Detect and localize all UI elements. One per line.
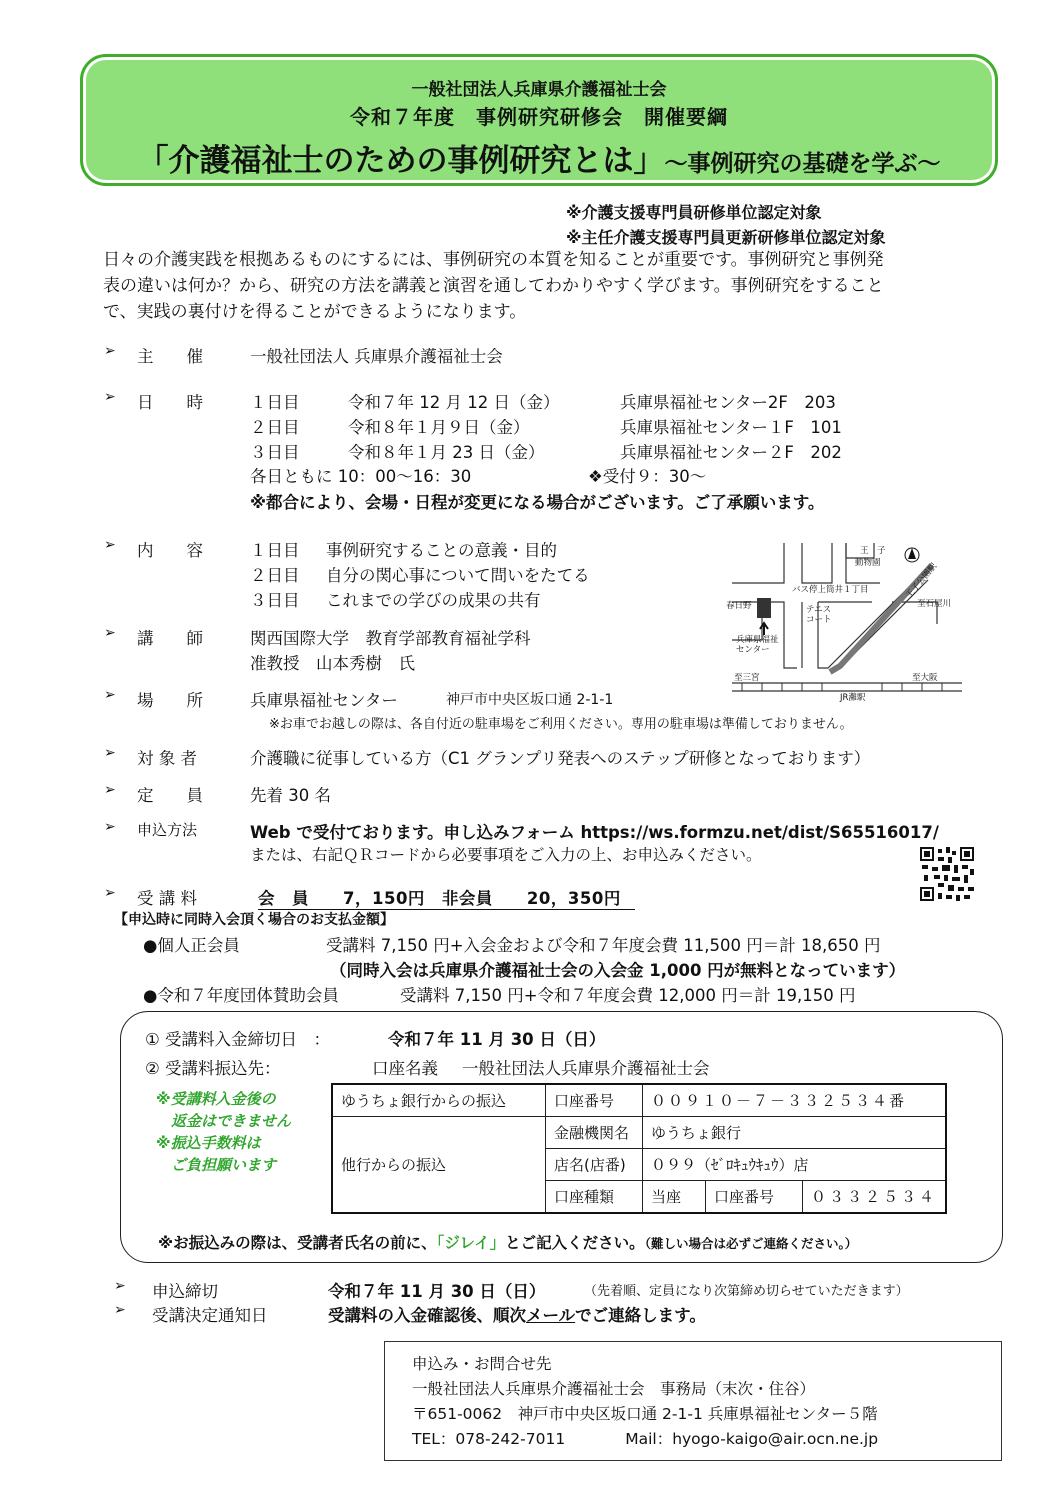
header-org: 一般社団法人兵庫県介護福祉士会 bbox=[411, 80, 667, 100]
intro-line-1: 日々の介護実践を根拠あるものにするには、事例研究の本質を知ることが重要です。事例研究と事例発 bbox=[103, 250, 884, 270]
lecturer-row bbox=[0, 625, 720, 651]
schedule-notice: ※都合により、会場・日程が変更になる場合がございます。ご了承願います。 bbox=[250, 493, 825, 512]
capacity-row bbox=[0, 782, 720, 808]
venue-note: ※お車でお越しの際は、各自付近の駐車場をご利用ください。専用の駐車場は準備しておりません。 bbox=[269, 717, 853, 732]
bullet-icon: ➢ bbox=[114, 1302, 126, 1318]
intro-line-3: で、実践の裏付けを得ることができるようになります。 bbox=[103, 302, 527, 322]
content-row-2 bbox=[0, 562, 720, 588]
contact-address: 〒651-0062 神戸市中央区坂口通 2-1-1 兵庫県福祉センター５階 bbox=[412, 1405, 878, 1423]
map-osaka: 至大阪 bbox=[912, 673, 938, 683]
type-label: 口座種類 bbox=[546, 1181, 643, 1214]
decision-pre: 受講料の入金確認後、順次 bbox=[328, 1306, 526, 1325]
payment-account-name: 一般社団法人兵庫県介護福祉士会 bbox=[462, 1059, 710, 1078]
schedule-date: 令和８年１月 23 日（金） bbox=[348, 443, 545, 462]
host-row bbox=[0, 343, 1058, 367]
schedule-place: 兵庫県福祉センター２F 202 bbox=[620, 443, 842, 462]
decision-mail: メール bbox=[526, 1306, 576, 1325]
target-value: 介護職に従事している方（C1 グランプリ発表へのステップ研修となっております） bbox=[250, 749, 871, 768]
branch-label: 店名(店番) bbox=[546, 1149, 643, 1181]
fee-row bbox=[0, 885, 720, 911]
fee-group-value: 受講料 7,150 円+令和７年度会費 12,000 円＝計 19,150 円 bbox=[400, 986, 856, 1005]
map-oji: 王 子 bbox=[860, 546, 886, 556]
map-river: 至石屋川 bbox=[917, 599, 952, 609]
header-title-tilde: ～事例研究の基礎を学ぶ～ bbox=[664, 151, 941, 177]
venue-map bbox=[722, 540, 972, 705]
map-jr: JR灘駅 bbox=[840, 693, 866, 703]
bank-table bbox=[331, 1083, 947, 1214]
decision-post: でご連絡します。 bbox=[575, 1306, 706, 1325]
capacity-label: 定 員 bbox=[137, 786, 203, 805]
acct-no-label: 口座番号 bbox=[546, 1084, 643, 1117]
header-title bbox=[83, 135, 995, 180]
bullet-icon: ➢ bbox=[104, 745, 116, 761]
venue-label: 場 所 bbox=[137, 691, 203, 710]
bullet-icon: ➢ bbox=[104, 343, 116, 359]
bank-label: 金融機関名 bbox=[546, 1117, 643, 1149]
map-center-2: センター bbox=[736, 645, 770, 655]
content-row-1 bbox=[0, 537, 720, 563]
decision-label: 受講決定通知日 bbox=[152, 1306, 268, 1325]
schedule-time-row bbox=[0, 463, 1058, 489]
content-text: 自分の関心事について問いをたてる bbox=[326, 566, 590, 585]
type-value: 当座 bbox=[643, 1181, 706, 1214]
fee-group-row bbox=[0, 982, 1058, 1008]
target-label: 対 象 者 bbox=[137, 749, 197, 768]
fee-individual-note: （同時入会は兵庫県介護福祉士会の入会金 1,000 円が無料となっています） bbox=[330, 961, 906, 980]
fee-group-label: ●令和７年度団体賛助会員 bbox=[143, 986, 339, 1005]
cert-note-2: ※主任介護支援専門員更新研修単位認定対象 bbox=[566, 228, 886, 247]
payment-notice-code: 「ジレイ」 bbox=[436, 1234, 506, 1252]
venue-address: 神戸市中央区坂口通 2-1-1 bbox=[446, 692, 614, 708]
content-label: 内 容 bbox=[137, 541, 203, 560]
table-row bbox=[332, 1117, 946, 1149]
bank-value: ゆうちょ銀行 bbox=[643, 1117, 947, 1149]
header-subtitle: 令和７年度 事例研究研修会 開催要綱 bbox=[350, 105, 728, 129]
contact-title: 申込み・お問合せ先 bbox=[412, 1355, 552, 1373]
deadline-note: （先着順、定員になり次第締め切らせていただきます） bbox=[584, 1284, 909, 1299]
host-label: 主 催 bbox=[137, 347, 203, 366]
branch-value: ０９９（ｾﾞﾛｷｭｳｷｭｳ）店 bbox=[643, 1149, 947, 1181]
payment-notice-small: （難しい場合は必ずご連絡ください。） bbox=[644, 1236, 858, 1251]
fee-join-title: 【申込時に同時入会頂く場合のお支払金額】 bbox=[114, 912, 394, 928]
apply-label: 申込方法 bbox=[137, 821, 198, 839]
map-reitakuji: 春日野 bbox=[726, 601, 752, 611]
lecturer-line-2: 准教授 山本秀樹 氏 bbox=[250, 654, 415, 673]
content-text: 事例研究することの意義・目的 bbox=[326, 541, 557, 560]
bullet-icon: ➢ bbox=[104, 389, 116, 405]
qr-code-icon[interactable] bbox=[918, 845, 976, 903]
decision-row bbox=[0, 1302, 1058, 1328]
green-note-1: ※受講料入金後の bbox=[156, 1090, 276, 1108]
acct-no2-label: 口座番号 bbox=[706, 1181, 803, 1214]
schedule-place: 兵庫県福祉センター2F 203 bbox=[620, 393, 836, 412]
decision-text bbox=[328, 1302, 706, 1326]
contact-org: 一般社団法人兵庫県介護福祉士会 事務局（末次・住谷） bbox=[412, 1380, 816, 1398]
header-banner bbox=[80, 54, 998, 186]
content-day: １日目 bbox=[250, 541, 300, 560]
bullet-icon: ➢ bbox=[104, 782, 116, 798]
apply-line-1[interactable]: Web で受付ております。申し込みフォーム https://ws.formzu.net/dist/S65516017/ bbox=[250, 823, 939, 842]
apply-line-2: または、右記ＱＲコードから必要事項をご入力の上、お申込みください。 bbox=[250, 846, 762, 864]
schedule-row-1 bbox=[0, 389, 1058, 415]
map-line: 王子公園駅 bbox=[904, 561, 940, 601]
schedule-day: １日目 bbox=[250, 393, 300, 412]
map-center-1: 兵庫県福祉 bbox=[736, 635, 779, 645]
contact-tel[interactable]: TEL：078-242-7011 bbox=[412, 1430, 566, 1448]
schedule-row-2 bbox=[0, 414, 1058, 440]
header-title-main: 「介護福祉士のための事例研究とは」 bbox=[137, 143, 665, 179]
schedule-date: 令和８年１月９日（金） bbox=[348, 418, 530, 437]
payment-notice bbox=[158, 1231, 857, 1253]
map-bus: バス停上筒井１丁目 bbox=[792, 585, 869, 595]
bullet-icon: ➢ bbox=[104, 687, 116, 703]
acct-no2-value: ０３３２５３４ bbox=[803, 1181, 947, 1214]
bullet-icon: ➢ bbox=[104, 537, 116, 553]
fee-label: 受 講 料 bbox=[137, 889, 197, 908]
payment-deadline-label: ① 受講料入金締切日 ： bbox=[145, 1030, 331, 1049]
payment-account-name-label: 口座名義 bbox=[372, 1059, 438, 1078]
host-value: 一般社団法人 兵庫県介護福祉士会 bbox=[250, 347, 503, 366]
payment-account-label: ② 受講料振込先： bbox=[145, 1059, 281, 1078]
payment-account-row bbox=[0, 1055, 1000, 1081]
payment-deadline-value: 令和７年 11 月 30 日（日） bbox=[388, 1030, 606, 1049]
payment-deadline-row bbox=[0, 1026, 1000, 1052]
cert-note-1: ※介護支援専門員研修単位認定対象 bbox=[566, 203, 822, 222]
deadline-value: 令和７年 11 月 30 日（日） bbox=[328, 1282, 546, 1301]
deadline-label: 申込締切 bbox=[152, 1282, 218, 1301]
bullet-icon: ➢ bbox=[114, 1278, 126, 1294]
lecturer-line-1: 関西国際大学 教育学部教育福祉学科 bbox=[250, 629, 531, 648]
venue-name: 兵庫県福祉センター bbox=[250, 691, 398, 710]
schedule-row-3 bbox=[0, 439, 1058, 465]
payment-green-notes bbox=[156, 1088, 291, 1176]
green-note-4: ご負担願います bbox=[156, 1156, 277, 1174]
content-text: これまでの学びの成果の共有 bbox=[326, 591, 541, 610]
schedule-day: ３日目 bbox=[250, 443, 300, 462]
schedule-day: ２日目 bbox=[250, 418, 300, 437]
map-court: コート bbox=[806, 615, 832, 625]
bullet-icon: ➢ bbox=[104, 819, 116, 835]
fee-individual-label: ●個人正会員 bbox=[143, 936, 240, 955]
other-label: 他行からの振込 bbox=[332, 1117, 546, 1214]
capacity-value: 先着 30 名 bbox=[250, 786, 331, 805]
lecturer-label: 講 師 bbox=[137, 629, 203, 648]
content-day: ２日目 bbox=[250, 566, 300, 585]
contact-box bbox=[384, 1341, 1002, 1461]
intro-line-2: 表の違いは何か？から、研究の方法を講義と演習を通してわかりやすく学びます。事例研究をすること bbox=[103, 276, 884, 296]
fee-value: 会 員 7，150円 非会員 20，350円 bbox=[258, 885, 635, 910]
schedule-place: 兵庫県福祉センター１F 101 bbox=[620, 418, 842, 437]
schedule-time: 各日ともに 10：00～16：30 bbox=[250, 467, 472, 486]
schedule-label: 日 時 bbox=[137, 393, 203, 412]
arrow-up-icon bbox=[760, 623, 768, 635]
contact-line bbox=[412, 1427, 1001, 1452]
bullet-icon: ➢ bbox=[104, 885, 116, 901]
deadline-row bbox=[0, 1278, 1058, 1304]
content-day: ３日目 bbox=[250, 591, 300, 610]
table-row bbox=[332, 1084, 946, 1117]
venue-row bbox=[0, 687, 720, 713]
green-note-3: ※振込手数料は bbox=[156, 1134, 261, 1152]
yucho-label: ゆうちょ銀行からの振込 bbox=[332, 1084, 546, 1117]
target-row bbox=[0, 745, 1058, 771]
payment-notice-post: とご記入ください。 bbox=[505, 1234, 645, 1252]
apply-row bbox=[0, 819, 1058, 845]
yucho-acct: ００９１０－７－３３２５３４番 bbox=[643, 1084, 947, 1117]
fee-individual-row bbox=[0, 932, 1058, 958]
map-zoo: 動物園 bbox=[855, 558, 881, 568]
content-row-3 bbox=[0, 587, 720, 613]
center-building-icon bbox=[757, 598, 771, 618]
payment-notice-pre: ※お振込みの際は、受講者氏名の前に、 bbox=[158, 1234, 437, 1252]
fee-individual-value: 受講料 7,150 円+入会金および令和７年度会費 11,500 円＝計 18,650 円 bbox=[326, 936, 881, 955]
green-note-2: 返金はできません bbox=[156, 1112, 292, 1130]
map-sannomiya: 至三宮 bbox=[734, 673, 760, 683]
map-tennis: テニス bbox=[806, 605, 832, 615]
contact-mail[interactable]: Mail：hyogo-kaigo@air.ocn.ne.jp bbox=[625, 1430, 879, 1448]
schedule-date: 令和７年 12 月 12 日（金） bbox=[348, 393, 560, 412]
schedule-reception: ❖受付９：30～ bbox=[588, 467, 707, 486]
bullet-icon: ➢ bbox=[104, 625, 116, 641]
